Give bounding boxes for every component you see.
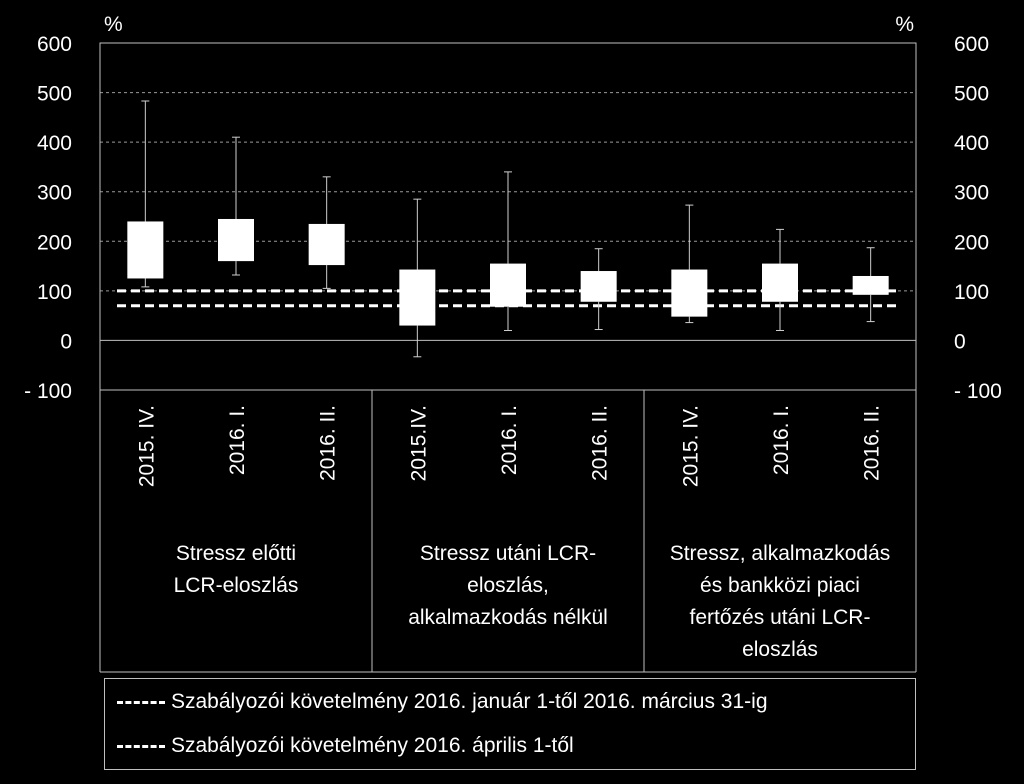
box (490, 264, 526, 307)
y-unit-right: % (895, 13, 914, 36)
x-category-label: 2016. II. (588, 405, 612, 481)
legend-item (117, 685, 768, 719)
legend-label: Szabályozói követelmény 2016. január 1-től 2016. március 31-ig (171, 690, 768, 713)
box (581, 271, 617, 302)
box (853, 276, 889, 295)
box (399, 270, 435, 326)
y-tick-label-right: 200 (954, 231, 990, 255)
box (309, 224, 345, 265)
x-category-label: 2016. II. (316, 405, 340, 481)
group-label-line: fertőzés utáni LCR- (689, 606, 871, 629)
box-plot-series (127, 101, 888, 357)
group-label-line: Stressz, alkalmazkodás (669, 542, 891, 565)
x-category-label: 2015.IV. (407, 405, 431, 482)
y-tick-label-right: 600 (954, 33, 990, 56)
y-tick-label-right: - 100 (954, 380, 1002, 403)
y-tick-label-right: 100 (954, 280, 990, 304)
legend-swatch-dashed (117, 701, 165, 704)
x-category-label: 2015. IV. (679, 405, 703, 488)
y-tick-label-right: 0 (954, 330, 966, 354)
group-label-line: és bankközi piaci (700, 574, 860, 597)
legend (104, 678, 916, 770)
box (218, 219, 254, 261)
group-label-line: Stressz előtti (175, 542, 297, 565)
y-tick-label-left: 500 (36, 82, 72, 106)
y-axis-left (24, 13, 123, 403)
x-axis-categories (135, 405, 883, 487)
box (671, 270, 707, 317)
x-axis-groups (174, 542, 891, 661)
x-category-label: 2016. II. (860, 405, 884, 481)
legend-item (117, 729, 574, 763)
y-tick-label-left: 100 (36, 280, 72, 304)
y-tick-label-left: 0 (60, 330, 72, 354)
y-tick-label-right: 400 (954, 132, 990, 156)
y-tick-label-left: 200 (36, 231, 72, 255)
x-category-label: 2016. I. (498, 405, 521, 476)
group-label-line: Stressz utáni LCR- (419, 542, 597, 565)
group-label-line: alkalmazkodás nélkül (408, 606, 608, 629)
group-label-line: LCR-eloszlás (173, 574, 299, 597)
y-tick-label-left: 300 (36, 181, 72, 205)
legend-swatch-dashed (117, 745, 165, 748)
group-label-line: eloszlás (742, 638, 818, 661)
legend-label: Szabályozói követelmény 2016. április 1-től (171, 734, 574, 757)
box (762, 264, 798, 302)
x-category-label: 2015. IV. (135, 405, 159, 488)
y-tick-label-left: - 100 (24, 380, 72, 403)
group-label-line: eloszlás, (467, 574, 549, 597)
box (127, 221, 163, 278)
y-tick-label-right: 500 (954, 82, 990, 106)
x-category-label: 2016. I. (770, 405, 793, 476)
x-category-label: 2016. I. (226, 405, 249, 476)
y-tick-label-left: 400 (36, 132, 72, 156)
y-unit-left: % (104, 13, 123, 36)
y-axis-right (895, 13, 1002, 403)
y-tick-label-right: 300 (954, 181, 990, 205)
y-tick-label-left: 600 (36, 33, 72, 56)
